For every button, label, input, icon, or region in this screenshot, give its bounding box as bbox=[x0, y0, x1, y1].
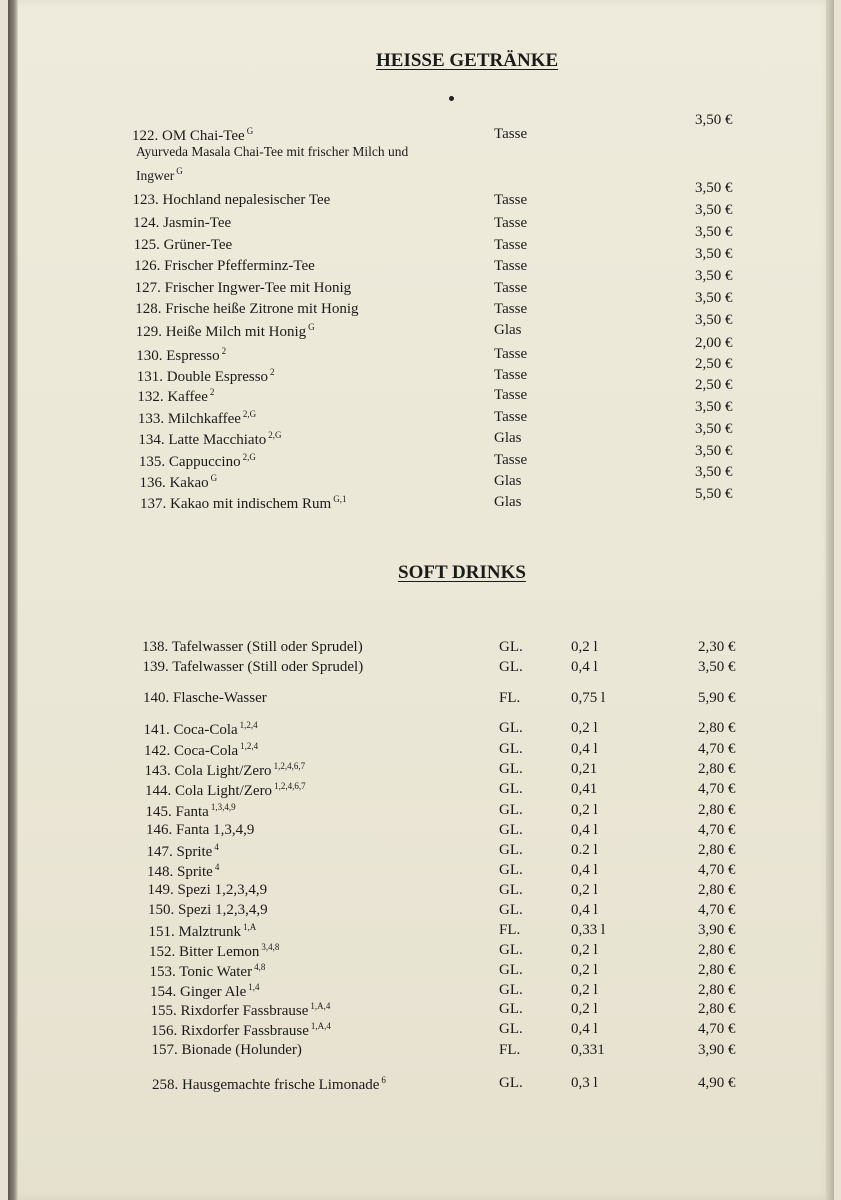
allergen-codes: 1,3,4,9 bbox=[210, 802, 236, 812]
item-price: 2,30 € bbox=[698, 639, 736, 655]
item-name: 140. Flasche-Wasser bbox=[143, 690, 267, 706]
allergen-codes: 1,2,4,6,7 bbox=[273, 761, 306, 771]
menu-item bbox=[8, 922, 828, 942]
item-size: 0,33 l bbox=[571, 922, 606, 938]
item-unit: GL. bbox=[499, 1021, 523, 1037]
item-size: 0,4 l bbox=[571, 902, 598, 918]
menu-item bbox=[8, 781, 828, 801]
item-price: 3,50 € bbox=[695, 399, 733, 415]
item-name: 145. Fanta $^{1,3,4,9}$ bbox=[145, 802, 236, 820]
item-price: 4,70 € bbox=[698, 902, 736, 918]
item-name: 128. Frische heiße Zitrone mit Honig bbox=[135, 301, 359, 317]
item-size: 0,2 l bbox=[571, 982, 598, 998]
item-name: 124. Jasmin-Tee bbox=[133, 215, 232, 231]
menu-item bbox=[8, 962, 828, 982]
menu-item bbox=[8, 822, 828, 842]
allergen-codes: 1,2,4 bbox=[239, 720, 258, 730]
item-name: 130. Espresso $^2$ bbox=[136, 346, 227, 364]
item-price: 3,50 € bbox=[695, 202, 733, 218]
item-price: 4,70 € bbox=[698, 1021, 736, 1037]
item-price: 4,70 € bbox=[698, 741, 736, 757]
item-price: 2,80 € bbox=[698, 982, 736, 998]
hot-drinks-heading: HEISSE GETRÄNKE bbox=[376, 50, 559, 71]
item-unit: GL. bbox=[499, 720, 523, 736]
item-price: 2,80 € bbox=[698, 842, 736, 858]
allergen-codes: 1,A,4 bbox=[310, 1001, 331, 1011]
item-price: 3,50 € bbox=[695, 112, 733, 128]
allergen-codes: G bbox=[210, 473, 218, 483]
item-unit: GL. bbox=[499, 902, 523, 918]
menu-item bbox=[8, 1001, 828, 1021]
item-size: 0,2 l bbox=[571, 882, 598, 898]
item-name: 151. Malztrunk $^{1,A}$ bbox=[148, 922, 257, 940]
item-name: 131. Double Espresso $^2$ bbox=[136, 367, 275, 385]
item-unit: GL. bbox=[499, 962, 523, 978]
item-unit: Tasse bbox=[494, 280, 528, 296]
menu-page bbox=[8, 0, 834, 1200]
allergen-codes: 4 bbox=[214, 862, 220, 872]
item-name: 157. Bionade (Holunder) bbox=[151, 1042, 302, 1058]
item-unit: FL. bbox=[499, 690, 521, 706]
item-unit: GL. bbox=[499, 659, 523, 675]
item-name: 129. Heiße Milch mit Honig $^G$ bbox=[135, 322, 315, 340]
allergen-codes: G bbox=[176, 166, 183, 176]
allergen-codes: G bbox=[246, 126, 254, 136]
item-price: 4,70 € bbox=[698, 862, 736, 878]
menu-item bbox=[8, 982, 828, 1002]
item-size: 0,2 l bbox=[571, 962, 598, 978]
allergen-codes: G bbox=[308, 322, 315, 332]
item-name: 138. Tafelwasser (Still oder Sprudel) bbox=[142, 639, 363, 655]
item-price: 2,50 € bbox=[695, 356, 733, 372]
allergen-codes: G,1 bbox=[333, 494, 347, 504]
allergen-codes: 4,8 bbox=[254, 962, 266, 972]
item-size: 0,75 l bbox=[571, 690, 606, 706]
item-size: 0,41 bbox=[571, 781, 598, 797]
item-description: Ayurveda Masala Chai-Tee mit frischer Milch und bbox=[136, 144, 409, 159]
item-size: 0,2 l bbox=[571, 639, 598, 655]
allergen-codes: 1,A,4 bbox=[310, 1021, 331, 1031]
item-size: 0,2 l bbox=[571, 720, 598, 736]
item-price: 3,50 € bbox=[695, 224, 733, 240]
item-price: 3,50 € bbox=[695, 443, 733, 459]
item-name: 155. Rixdorfer Fassbrause $^{1,A,4}$ bbox=[150, 1001, 331, 1019]
item-unit: GL. bbox=[499, 639, 523, 655]
item-price: 3,50 € bbox=[695, 246, 733, 262]
item-unit: GL. bbox=[499, 802, 523, 818]
menu-item bbox=[8, 882, 828, 902]
item-price: 3,50 € bbox=[698, 659, 736, 675]
item-unit: Glas bbox=[494, 322, 522, 338]
item-name: 152. Bitter Lemon $^{3,4,8}$ bbox=[149, 942, 280, 960]
item-description-cont: Ingwer $^G$ bbox=[136, 166, 183, 183]
item-unit: GL. bbox=[499, 741, 523, 757]
menu-item bbox=[8, 802, 828, 822]
item-size: 0,2 l bbox=[571, 942, 598, 958]
item-name: 141. Coca-Cola $^{1,2,4}$ bbox=[143, 720, 258, 738]
menu-item bbox=[8, 690, 828, 710]
item-unit: GL. bbox=[499, 781, 523, 797]
item-price: 5,90 € bbox=[698, 690, 736, 706]
allergen-codes: 2 bbox=[221, 346, 227, 356]
item-unit: Tasse bbox=[494, 346, 528, 362]
item-price: 3,50 € bbox=[695, 421, 733, 437]
item-name: 135. Cappuccino $^{2,G}$ bbox=[138, 452, 256, 470]
menu-item bbox=[8, 112, 828, 146]
allergen-codes: 2,G bbox=[268, 430, 282, 440]
allergen-codes: 2 bbox=[270, 367, 275, 377]
item-name: 137. Kakao mit indischem Rum $^{G,1}$ bbox=[140, 494, 347, 512]
item-unit: Tasse bbox=[494, 301, 528, 317]
allergen-codes: 2,G bbox=[242, 409, 257, 419]
item-price: 4,90 € bbox=[698, 1075, 736, 1091]
item-price: 2,80 € bbox=[698, 882, 736, 898]
item-name: 123. Hochland nepalesischer Tee bbox=[132, 192, 331, 208]
item-size: 0,4 l bbox=[571, 822, 598, 838]
item-unit: Tasse bbox=[494, 452, 528, 468]
item-size: 0,21 bbox=[571, 761, 598, 777]
item-size: 0,2 l bbox=[571, 802, 598, 818]
item-price: 3,50 € bbox=[695, 268, 733, 284]
menu-item bbox=[8, 639, 828, 659]
item-name: 154. Ginger Ale $^{1,4}$ bbox=[150, 982, 260, 1000]
item-name: 149. Spezi 1,2,3,4,9 bbox=[147, 882, 268, 898]
item-unit: Tasse bbox=[494, 409, 528, 425]
item-unit: Tasse bbox=[494, 387, 528, 403]
item-price: 2,80 € bbox=[698, 802, 736, 818]
item-unit: Glas bbox=[494, 494, 522, 510]
menu-item bbox=[8, 761, 828, 781]
allergen-codes: 2,G bbox=[242, 452, 256, 462]
menu-item bbox=[8, 720, 828, 740]
item-unit: FL. bbox=[499, 1042, 521, 1058]
item-name: 153. Tonic Water $^{4,8}$ bbox=[149, 962, 266, 980]
item-size: 0.2 l bbox=[571, 842, 598, 858]
item-unit: Tasse bbox=[494, 237, 528, 253]
item-name: 134. Latte Macchiato $^{2,G}$ bbox=[138, 430, 282, 448]
item-price: 2,00 € bbox=[695, 335, 733, 351]
item-price: 3,90 € bbox=[698, 922, 736, 938]
item-unit: Tasse bbox=[494, 258, 528, 274]
allergen-codes: 3,4,8 bbox=[261, 942, 280, 952]
item-price: 2,80 € bbox=[698, 942, 736, 958]
item-unit: GL. bbox=[499, 761, 523, 777]
item-name: 144. Cola Light/Zero $^{1,2,4,6,7}$ bbox=[145, 781, 306, 799]
item-name: 125. Grüner-Tee bbox=[133, 237, 233, 253]
item-name: 156. Rixdorfer Fassbrause $^{1,A,4}$ bbox=[151, 1021, 331, 1039]
allergen-codes: 1,A bbox=[242, 922, 257, 932]
allergen-codes: 1,2,4 bbox=[240, 741, 259, 751]
item-name: 127. Frischer Ingwer-Tee mit Honig bbox=[134, 280, 352, 296]
menu-item bbox=[8, 862, 828, 882]
menu-item bbox=[8, 1021, 828, 1041]
item-name: 122. OM Chai-Tee $^G$ bbox=[132, 126, 254, 144]
item-size: 0,4 l bbox=[571, 1021, 598, 1037]
item-size: 0,2 l bbox=[571, 1001, 598, 1017]
item-unit: Tasse bbox=[494, 367, 528, 383]
item-price: 2,80 € bbox=[698, 720, 736, 736]
ink-speck bbox=[449, 96, 454, 101]
item-size: 0,4 l bbox=[571, 862, 598, 878]
item-unit: FL. bbox=[499, 922, 521, 938]
item-unit: Tasse bbox=[494, 126, 528, 142]
item-name: 133. Milchkaffee $^{2,G}$ bbox=[137, 409, 257, 427]
menu-item bbox=[8, 1042, 828, 1062]
item-unit: Tasse bbox=[494, 192, 528, 208]
item-name: 150. Spezi 1,2,3,4,9 bbox=[148, 902, 268, 918]
item-price: 5,50 € bbox=[695, 486, 733, 502]
item-price: 4,70 € bbox=[698, 781, 736, 797]
item-unit: GL. bbox=[499, 822, 523, 838]
menu-item bbox=[8, 942, 828, 962]
item-price: 2,80 € bbox=[698, 1001, 736, 1017]
item-unit: GL. bbox=[499, 982, 523, 998]
menu-item bbox=[8, 842, 828, 862]
item-unit: GL. bbox=[499, 1075, 523, 1091]
item-name: 148. Sprite $^4$ bbox=[147, 862, 220, 880]
item-price: 3,50 € bbox=[695, 312, 733, 328]
item-price: 3,90 € bbox=[698, 1042, 736, 1058]
item-name: 146. Fanta 1,3,4,9 bbox=[146, 822, 255, 838]
allergen-codes: 6 bbox=[381, 1075, 386, 1085]
item-price: 2,80 € bbox=[698, 962, 736, 978]
item-size: 0,4 l bbox=[571, 741, 598, 757]
item-name: 143. Cola Light/Zero $^{1,2,4,6,7}$ bbox=[144, 761, 306, 779]
item-unit: GL. bbox=[499, 842, 523, 858]
item-price: 2,50 € bbox=[695, 377, 733, 393]
allergen-codes: 2 bbox=[209, 387, 215, 397]
item-price: 3,50 € bbox=[695, 180, 733, 196]
item-size: 0,331 bbox=[571, 1042, 605, 1058]
menu-item bbox=[8, 659, 828, 679]
item-name: 132. Kaffee $^2$ bbox=[137, 387, 215, 405]
allergen-codes: 4 bbox=[214, 842, 219, 852]
item-unit: Glas bbox=[494, 473, 522, 489]
item-price: 3,50 € bbox=[695, 290, 733, 306]
item-unit: GL. bbox=[499, 862, 523, 878]
item-price: 2,80 € bbox=[698, 761, 736, 777]
item-unit: GL. bbox=[499, 1001, 523, 1017]
item-name: 136. Kakao $^G$ bbox=[139, 473, 218, 491]
menu-item bbox=[8, 486, 828, 514]
menu-item bbox=[8, 902, 828, 922]
item-name: 258. Hausgemachte frische Limonade $^6$ bbox=[152, 1075, 386, 1093]
item-name: 142. Coca-Cola $^{1,2,4}$ bbox=[144, 741, 259, 759]
item-unit: Tasse bbox=[494, 215, 528, 231]
soft-drinks-heading: SOFT DRINKS bbox=[398, 562, 526, 583]
menu-item bbox=[8, 741, 828, 761]
item-unit: GL. bbox=[499, 882, 523, 898]
item-size: 0,3 l bbox=[571, 1075, 598, 1091]
item-name: 139. Tafelwasser (Still oder Sprudel) bbox=[142, 659, 364, 675]
allergen-codes: 1,2,4,6,7 bbox=[274, 781, 306, 791]
item-name: 147. Sprite $^4$ bbox=[146, 842, 219, 860]
menu-item bbox=[8, 1075, 828, 1095]
item-name: 126. Frischer Pfefferminz-Tee bbox=[134, 258, 315, 274]
item-unit: GL. bbox=[499, 942, 523, 958]
item-size: 0,4 l bbox=[571, 659, 598, 675]
item-unit: Glas bbox=[494, 430, 522, 446]
allergen-codes: 1,4 bbox=[248, 982, 260, 992]
item-price: 4,70 € bbox=[698, 822, 736, 838]
item-price: 3,50 € bbox=[695, 464, 733, 480]
